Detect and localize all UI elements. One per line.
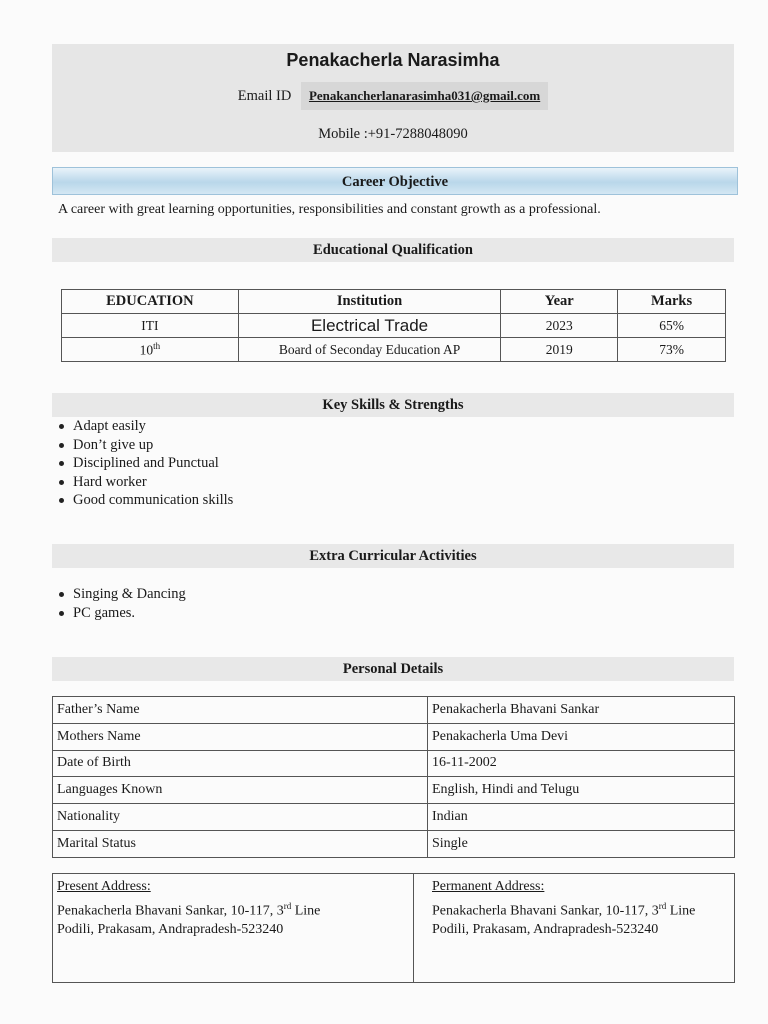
field-value: Single (428, 830, 735, 857)
personal-details-heading: Personal Details (52, 657, 734, 681)
field-label: Date of Birth (53, 750, 428, 777)
institution: Electrical Trade (238, 314, 501, 338)
field-label: Mothers Name (53, 723, 428, 750)
field-value: English, Hindi and Telugu (428, 777, 735, 804)
candidate-name: Penakacherla Narasimha (286, 50, 500, 70)
education-level: ITI (62, 314, 239, 338)
email-link[interactable]: Penakancherlanarasimha031@gmail.com (301, 82, 548, 110)
extra-curricular-heading: Extra Curricular Activities (52, 544, 734, 568)
list-item: Adapt easily (56, 417, 233, 436)
year: 2019 (501, 338, 618, 362)
career-objective-text: A career with great learning opportunities, responsibilities and constant growth as a professional. (58, 202, 601, 217)
resume-header (52, 44, 734, 152)
permanent-address-line2: Podili, Prakasam, Andrapradesh-523240 (432, 921, 659, 937)
field-value: 16-11-2002 (428, 750, 735, 777)
education-heading: Educational Qualification (52, 238, 734, 262)
email-row (52, 82, 734, 110)
skills-list (56, 417, 233, 510)
extra-curricular-list (56, 585, 186, 622)
career-objective-heading: Career Objective (52, 167, 738, 195)
present-address-line2: Podili, Prakasam, Andrapradesh-523240 (57, 921, 284, 937)
education-header-row (62, 290, 726, 314)
table-row (53, 777, 735, 804)
marks: 65% (618, 314, 726, 338)
personal-details-table (52, 696, 735, 858)
column-header: EDUCATION (62, 290, 239, 314)
field-value: Penakacherla Bhavani Sankar (428, 697, 735, 724)
field-label: Father’s Name (53, 697, 428, 724)
table-row (53, 697, 735, 724)
present-address (57, 878, 320, 939)
table-row (62, 314, 726, 338)
permanent-address (432, 878, 695, 939)
field-label: Marital Status (53, 830, 428, 857)
field-label: Languages Known (53, 777, 428, 804)
table-row (53, 830, 735, 857)
permanent-address-line1: Penakacherla Bhavani Sankar, 10-117, 3rd Line (432, 900, 696, 919)
table-row (53, 723, 735, 750)
field-value: Indian (428, 804, 735, 831)
email-label: Email ID (237, 87, 292, 104)
marks: 73% (618, 338, 726, 362)
field-label: Nationality (53, 804, 428, 831)
permanent-address-title: Permanent Address: (432, 879, 545, 894)
list-item: Disciplined and Punctual (56, 454, 233, 473)
address-divider (413, 874, 414, 982)
list-item: Don’t give up (56, 436, 233, 455)
address-box (52, 873, 735, 983)
mobile-number: Mobile :+91-7288048090 (318, 126, 468, 142)
list-item: PC games. (56, 604, 186, 623)
column-header: Institution (238, 290, 501, 314)
skills-heading: Key Skills & Strengths (52, 393, 734, 417)
column-header: Marks (618, 290, 726, 314)
field-value: Penakacherla Uma Devi (428, 723, 735, 750)
list-item: Hard worker (56, 473, 233, 492)
education-level: 10th (62, 338, 239, 362)
column-header: Year (501, 290, 618, 314)
education-table (61, 289, 726, 362)
institution: Board of Seconday Education AP (238, 338, 501, 362)
list-item: Good communication skills (56, 491, 233, 510)
present-address-title: Present Address: (57, 879, 151, 894)
year: 2023 (501, 314, 618, 338)
table-row (53, 750, 735, 777)
present-address-line1: Penakacherla Bhavani Sankar, 10-117, 3rd Line (57, 900, 321, 919)
table-row (62, 338, 726, 362)
list-item: Singing & Dancing (56, 585, 186, 604)
table-row (53, 804, 735, 831)
